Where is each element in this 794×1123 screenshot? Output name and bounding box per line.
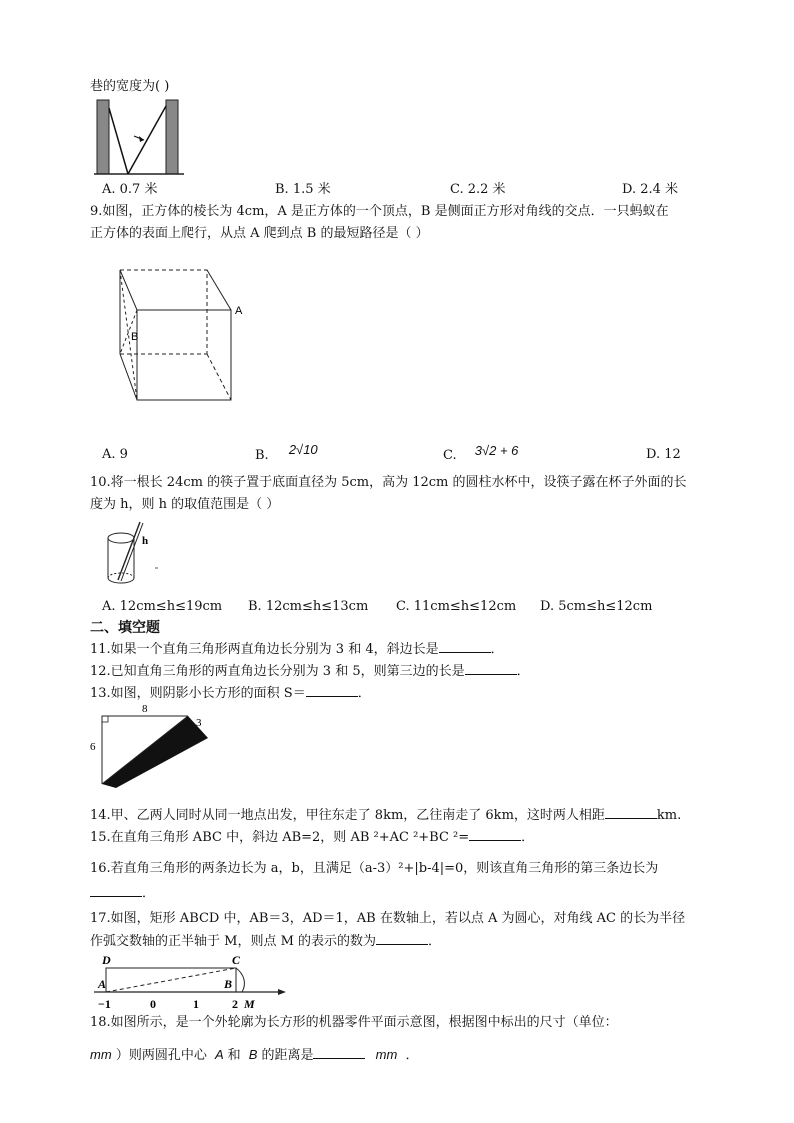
q16-stem-line1: 16.若直角三角形的两条边长为 a，b，且满足（a-3）²+|b-4|=0，则该直角三角形的第三条边长为 [90, 861, 659, 876]
q15-text: 15.在直角三角形 ABC 中，斜边 AB=2，则 AB ²+AC ²+BC ²= [90, 830, 470, 845]
q18-mid-1: ）则两圆孔中心 [115, 1048, 207, 1063]
q9-option-a[interactable]: A. 9 [102, 447, 128, 462]
q13-label-3: 3 [196, 717, 202, 729]
q17-tail: ． [428, 934, 442, 949]
q9-cube-figure [105, 262, 255, 412]
q10-label-h: h [142, 535, 149, 547]
q15-stem [90, 828, 534, 847]
q18-stem-line2 [90, 1046, 418, 1065]
q9-stem-line1: 9.如图，正方体的棱长为 4cm，A 是正方体的一个顶点，B 是侧面正方形对角线的交点．一只蚂蚁在 [90, 204, 669, 219]
q8-option-d[interactable]: D. 2.4 米 [622, 182, 679, 197]
q9-option-d[interactable]: D. 12 [646, 447, 681, 462]
q12-stem [90, 662, 530, 681]
q17-label-d: D [102, 953, 111, 967]
q17-text: 作弧交数轴的正半轴于 M，则点 M 的表示的数为 [90, 934, 377, 949]
q17-label-b: B [224, 977, 233, 991]
q18-mid-2: 和 [227, 1048, 241, 1063]
q11-tail: ． [490, 642, 504, 657]
q9-stem-line2: 正方体的表面上爬行，从点 A 爬到点 B 的最短路径是（ ） [90, 226, 429, 241]
q17-label-c: C [232, 953, 241, 967]
q14-text: 14.甲、乙两人同时从同一地点出发，甲往东走了 8km，乙往南走了 6km，这时两人相距 [90, 808, 605, 823]
q18-stem-line1: 18.如图所示，是一个外轮廓为长方形的机器零件平面示意图，根据图中标出的尺寸（单位： [90, 1015, 618, 1030]
q9-label-a: A [235, 305, 243, 317]
q17-tick-0: 0 [150, 997, 156, 1011]
q13-label-8: 8 [142, 703, 148, 715]
q10-cup-figure [100, 520, 170, 590]
q11-text: 11.如果一个直角三角形两直角边长分别为 3 和 4，斜边长是 [90, 642, 439, 657]
q12-tail: ． [516, 664, 530, 679]
q17-tick-2: 2 [232, 997, 238, 1011]
q10-stem-line1: 10.将一根长 24cm 的筷子置于底面直径为 5cm，高为 12cm 的圆柱水杯中，设筷子露在杯子外面的长 [90, 475, 687, 490]
q15-tail: ． [521, 830, 535, 845]
q17-label-m: M [244, 997, 255, 1011]
q14-stem [90, 806, 681, 825]
q9-option-c-expr: 3√2 + 6 [474, 443, 519, 458]
q13-tail: ． [357, 686, 371, 701]
q8-option-b[interactable]: B. 1.5 米 [275, 182, 331, 197]
q13-rectangle-figure [86, 700, 216, 790]
q17-answer-blank[interactable] [376, 932, 428, 945]
q16-answer-blank[interactable] [90, 884, 142, 897]
q17-label-a: A [98, 977, 107, 991]
q9-option-b[interactable] [255, 442, 318, 465]
q17-stem-line1: 17.如图，矩形 ABCD 中，AB＝3，AD＝1，AB 在数轴上，若以点 A 为圆心，对角线 AC 的长为半径 [90, 911, 686, 926]
q9-option-c-letter: C. [443, 448, 457, 463]
q17-number-line-figure [90, 950, 290, 1014]
q12-text: 12.已知直角三角形的两直角边长分别为 3 和 5，则第三边的长是 [90, 664, 465, 679]
q10-option-d[interactable]: D. 5cm≤h≤12cm [540, 599, 653, 614]
q14-answer-blank[interactable] [605, 806, 657, 819]
q9-option-c[interactable] [443, 443, 519, 465]
q10-stem-line2: 度为 h，则 h 的取值范围是（ ） [90, 497, 280, 512]
q18-tail: ． [405, 1048, 419, 1063]
q8-stem-tail: 巷的宽度为( ) [90, 79, 170, 94]
q18-unit-2: mm [375, 1047, 398, 1062]
q13-text: 13.如图，则阴影小长方形的面积 S＝ [90, 686, 306, 701]
q10-option-b[interactable]: B. 12cm≤h≤13cm [248, 599, 369, 614]
q18-label-a: A [214, 1047, 224, 1062]
section-title-fill-blank: 二、填空题 [90, 620, 160, 636]
q18-mid-3: 的距离是 [261, 1048, 314, 1063]
q17-tick-1: 1 [193, 997, 199, 1011]
q11-answer-blank[interactable] [439, 640, 491, 653]
q13-answer-blank[interactable] [306, 684, 358, 697]
q8-option-c[interactable]: C. 2.2 米 [450, 182, 506, 197]
q18-unit-1: mm [90, 1047, 112, 1062]
q12-answer-blank[interactable] [465, 662, 517, 675]
q9-option-b-letter: B. [255, 448, 269, 463]
q18-answer-blank[interactable] [313, 1046, 365, 1059]
q16-tail: ． [142, 886, 156, 901]
q9-option-b-expr: 2√10 [288, 442, 318, 457]
q10-option-c[interactable]: C. 11cm≤h≤12cm [396, 599, 517, 614]
q13-label-6: 6 [90, 741, 96, 753]
q18-label-b: B [248, 1047, 258, 1062]
q14-tail: km. [656, 808, 682, 823]
q8-alley-figure [94, 96, 186, 178]
q17-tick-neg1: −1 [98, 997, 111, 1011]
q17-stem-line2 [90, 932, 441, 951]
q9-label-b: B [131, 331, 139, 343]
q10-option-a[interactable]: A. 12cm≤h≤19cm [102, 599, 223, 614]
q8-option-a[interactable]: A. 0.7 米 [102, 182, 158, 197]
q11-stem [90, 640, 504, 659]
q15-answer-blank[interactable] [469, 828, 521, 841]
q16-stem-line2 [90, 884, 155, 903]
